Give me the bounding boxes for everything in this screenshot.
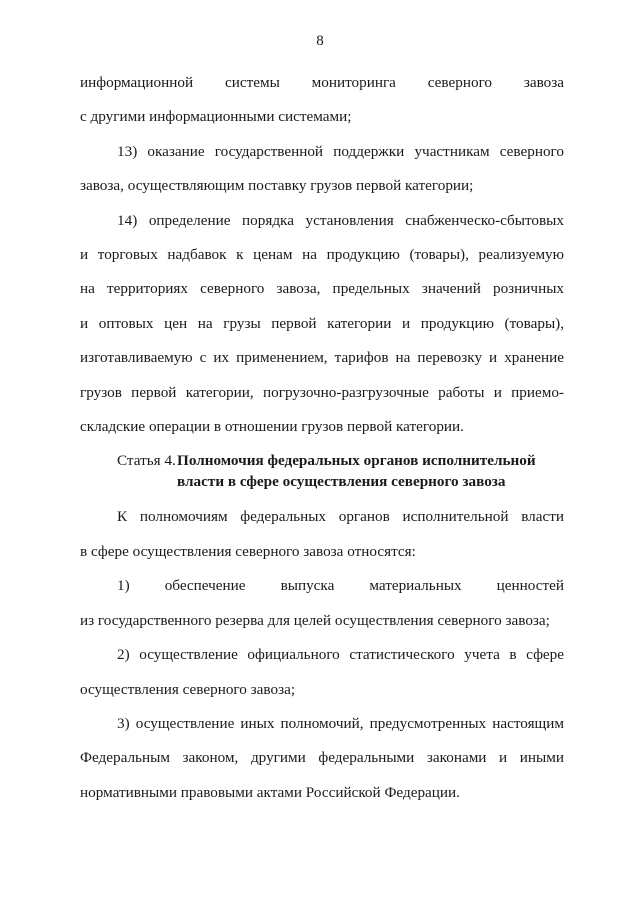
text-line: осуществления северного завоза; bbox=[80, 680, 296, 698]
text-line: нормативными правовыми актами Российской Федерации. bbox=[80, 783, 460, 801]
text-line: изготавливаемую с их применением, тарифов на перевозку и хранение bbox=[80, 349, 564, 367]
text-line: 2) осуществление официального статистического учета в сфере bbox=[117, 646, 564, 664]
paragraph-continuation bbox=[80, 66, 564, 135]
article-title-line: власти в сфере осуществления северного завоза bbox=[177, 473, 506, 491]
text-line: завоза, осуществляющим поставку грузов первой категории; bbox=[80, 177, 474, 195]
document-body bbox=[80, 66, 564, 810]
article-title-line: Полномочия федеральных органов исполнительной bbox=[177, 452, 536, 470]
text-line: информационной системы мониторинга северного завоза bbox=[80, 74, 564, 91]
text-line: 3) осуществление иных полномочий, предусмотренных настоящим bbox=[117, 714, 564, 732]
article-title bbox=[177, 450, 564, 492]
article-label: Статья 4. bbox=[117, 452, 176, 470]
list-item-3 bbox=[80, 707, 564, 810]
text-line: К полномочиям федеральных органов исполнительной власти bbox=[117, 508, 564, 526]
text-line: и оптовых цен на грузы первой категории и продукцию (товары), bbox=[80, 314, 564, 332]
text-line: 13) оказание государственной поддержки участникам северного bbox=[117, 142, 564, 160]
text-line: с другими информационными системами; bbox=[80, 108, 352, 126]
text-line: грузов первой категории, погрузочно-разгрузочные работы и приемо- bbox=[80, 383, 564, 401]
paragraph-intro bbox=[80, 500, 564, 569]
list-item-13 bbox=[80, 135, 564, 204]
text-line: и торговых надбавок к ценам на продукцию (товары), реализуемую bbox=[80, 246, 564, 264]
text-line: складские операции в отношении грузов первой категории. bbox=[80, 418, 464, 436]
list-item-14 bbox=[80, 204, 564, 445]
page-number: 8 bbox=[316, 33, 324, 49]
list-item-2 bbox=[80, 638, 564, 707]
text-line: из государственного резерва для целей осуществления северного завоза; bbox=[80, 611, 550, 629]
article-heading bbox=[80, 450, 564, 492]
text-line: Федеральным законом, другими федеральными законами и иными bbox=[80, 749, 564, 767]
text-line: 14) определение порядка установления снабженческо-сбытовых bbox=[117, 211, 564, 229]
text-line: 1) обеспечение выпуска материальных ценностей bbox=[117, 577, 564, 595]
text-line: в сфере осуществления северного завоза относятся: bbox=[80, 542, 416, 560]
list-item-1 bbox=[80, 569, 564, 638]
text-line: на территориях северного завоза, предельных значений розничных bbox=[80, 280, 564, 298]
